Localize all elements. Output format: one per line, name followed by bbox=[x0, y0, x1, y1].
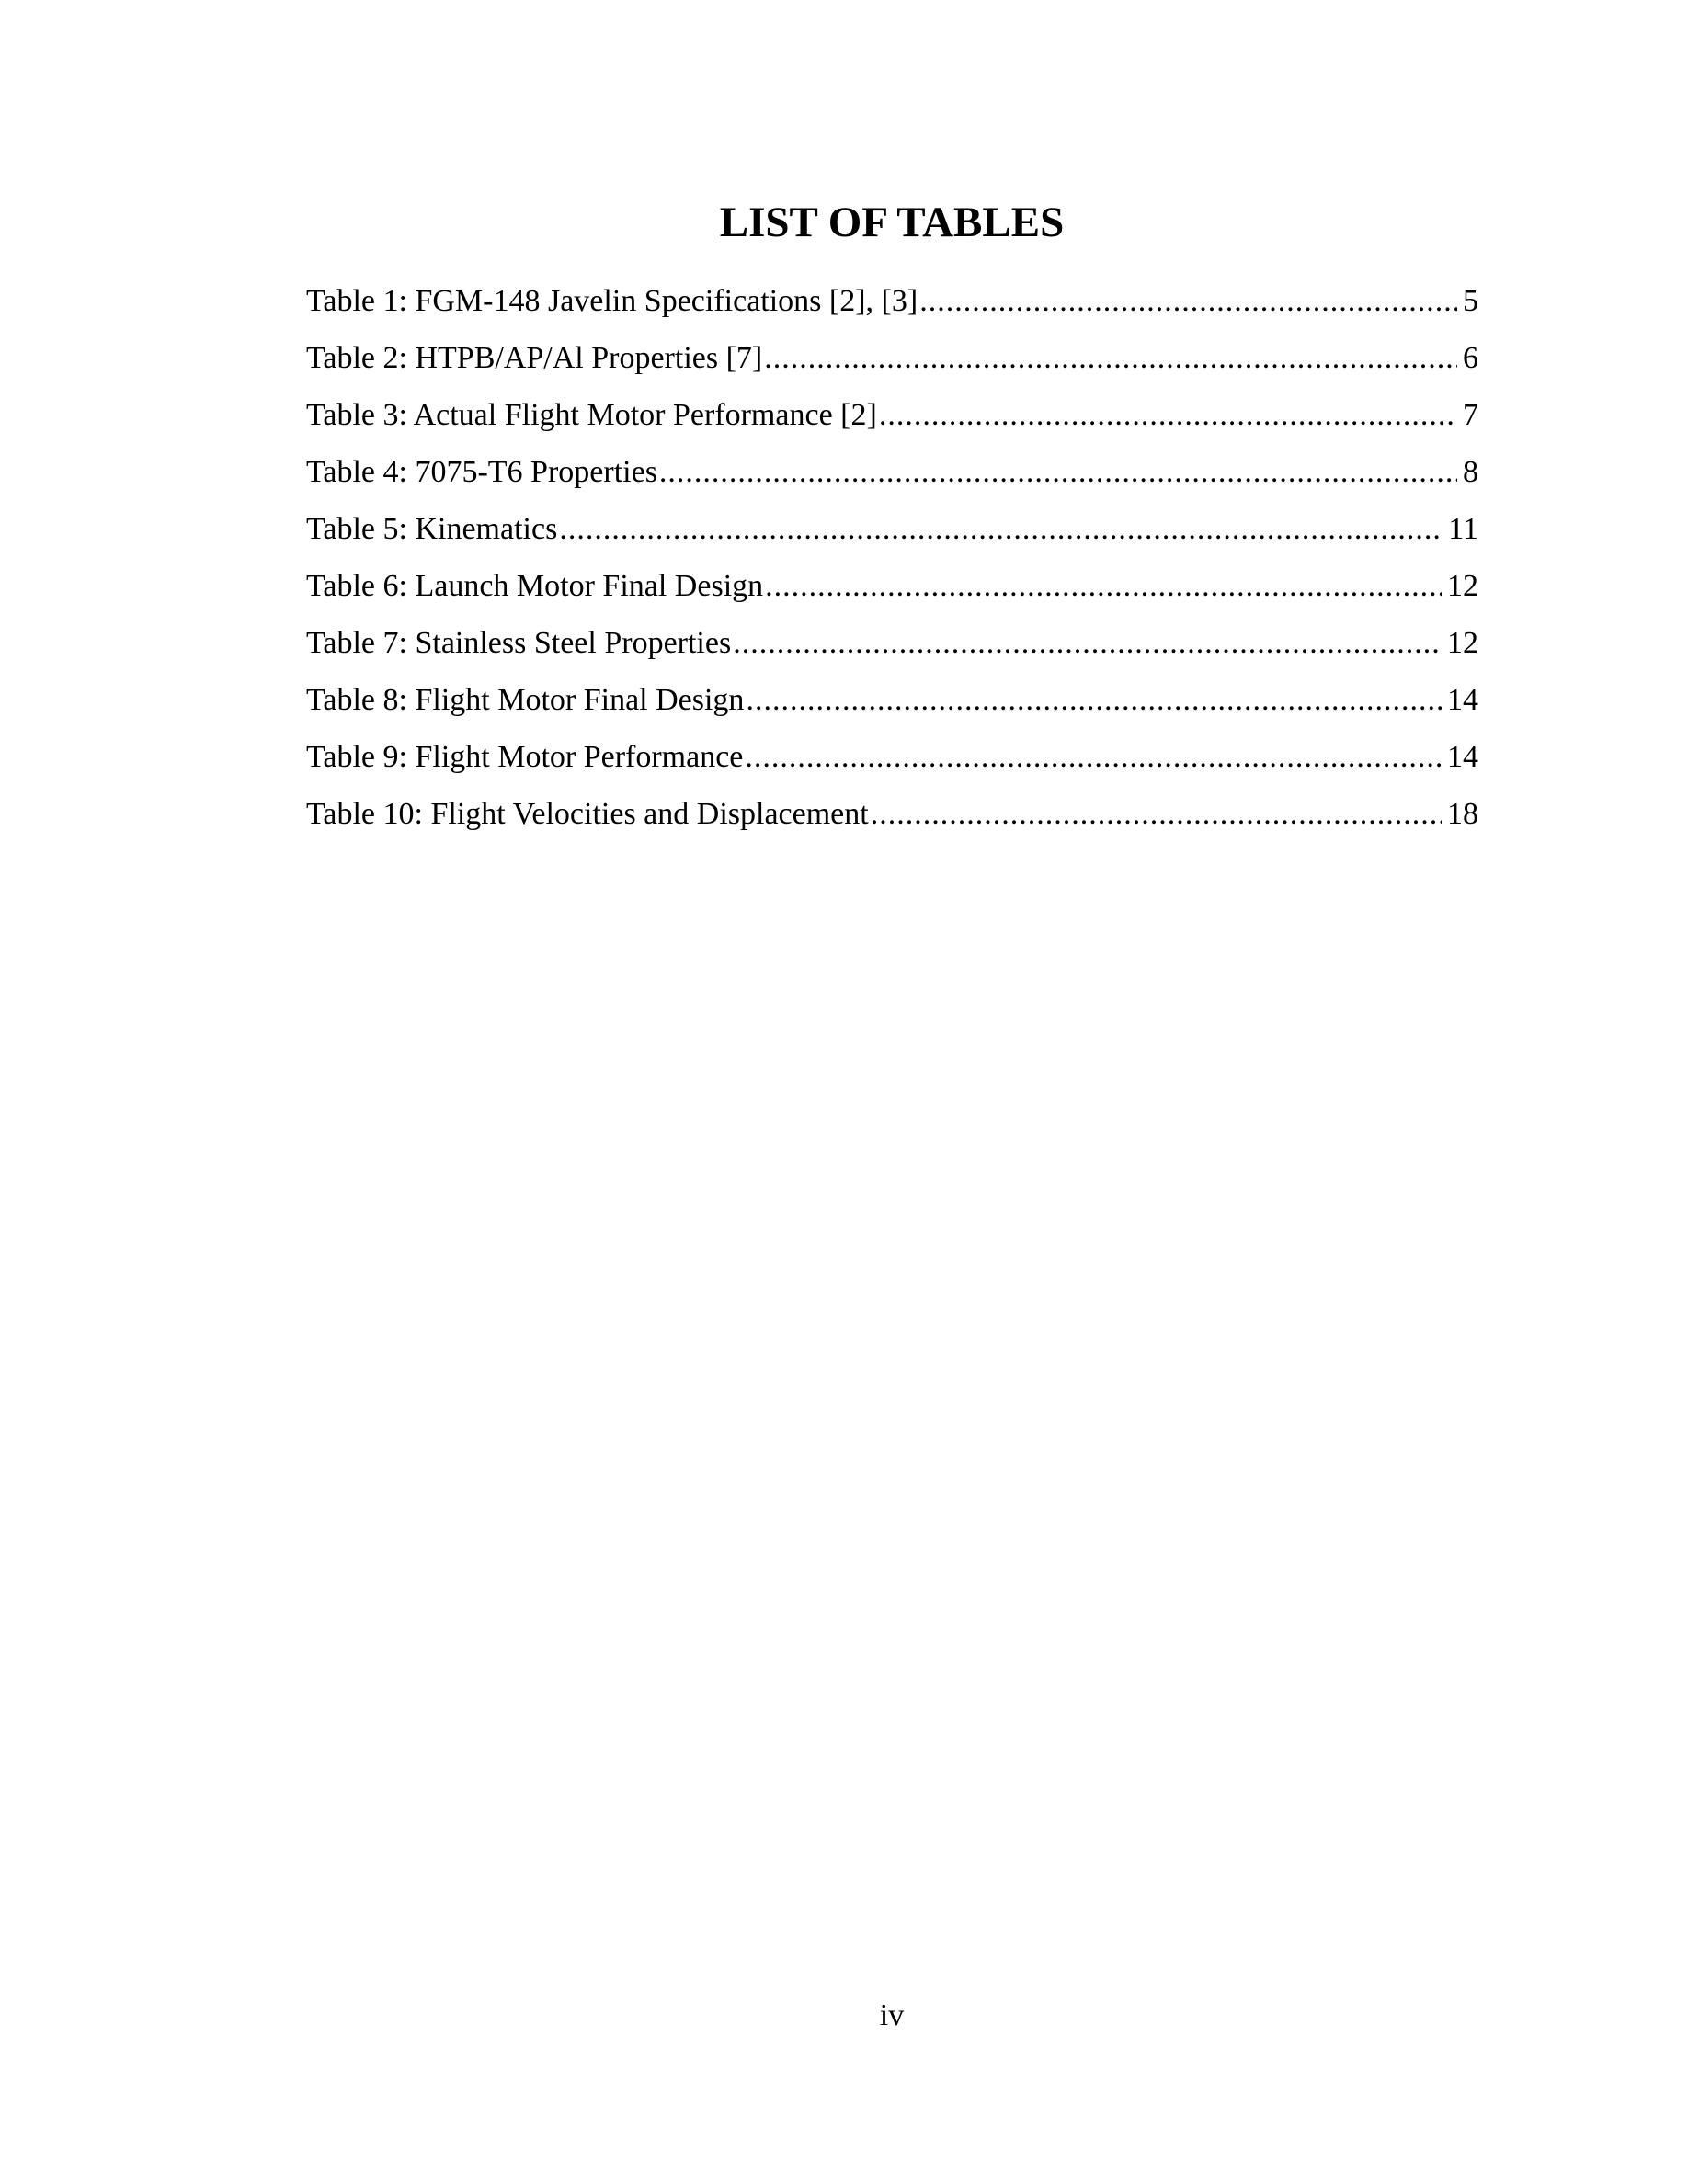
toc-entry-label: Table 7: Stainless Steel Properties bbox=[306, 626, 732, 660]
dot-leader bbox=[746, 672, 1442, 729]
dot-leader bbox=[765, 558, 1442, 615]
toc-entry[interactable] bbox=[306, 501, 1478, 558]
page-number: iv bbox=[879, 1998, 905, 2032]
dot-leader bbox=[733, 615, 1442, 672]
toc-entry-label: Table 2: HTPB/AP/Al Properties [7] bbox=[306, 341, 763, 375]
toc-entry-page: 18 bbox=[1447, 797, 1478, 831]
toc-entry[interactable] bbox=[306, 558, 1478, 615]
list-of-tables bbox=[306, 273, 1478, 843]
toc-entry-page: 11 bbox=[1448, 512, 1478, 546]
toc-entry[interactable] bbox=[306, 330, 1478, 387]
toc-entry-page: 14 bbox=[1447, 683, 1478, 717]
toc-entry-label: Table 10: Flight Velocities and Displacement bbox=[306, 797, 869, 831]
dot-leader bbox=[745, 729, 1442, 786]
toc-entry-label: Table 3: Actual Flight Motor Performance [2] bbox=[306, 398, 877, 432]
dot-leader bbox=[879, 387, 1457, 444]
toc-entry-label: Table 4: 7075-T6 Properties bbox=[306, 455, 657, 489]
toc-entry-page: 5 bbox=[1463, 284, 1478, 318]
toc-entry-label: Table 9: Flight Motor Performance bbox=[306, 740, 744, 774]
dot-leader bbox=[871, 786, 1442, 843]
toc-entry[interactable] bbox=[306, 444, 1478, 501]
toc-entry-page: 6 bbox=[1463, 341, 1478, 375]
toc-entry-page: 12 bbox=[1447, 569, 1478, 603]
toc-entry[interactable] bbox=[306, 387, 1478, 444]
dot-leader bbox=[559, 501, 1443, 558]
page-title: LIST OF TABLES bbox=[719, 199, 1065, 246]
toc-entry[interactable] bbox=[306, 672, 1478, 729]
toc-entry[interactable] bbox=[306, 615, 1478, 672]
dot-leader bbox=[764, 330, 1457, 387]
toc-entry[interactable] bbox=[306, 786, 1478, 843]
toc-entry-label: Table 5: Kinematics bbox=[306, 512, 558, 546]
toc-entry-page: 7 bbox=[1463, 398, 1478, 432]
toc-entry[interactable] bbox=[306, 273, 1478, 330]
toc-entry-page: 14 bbox=[1447, 740, 1478, 774]
toc-entry-page: 8 bbox=[1463, 455, 1478, 489]
toc-entry-label: Table 8: Flight Motor Final Design bbox=[306, 683, 745, 717]
toc-entry[interactable] bbox=[306, 729, 1478, 786]
toc-entry-page: 12 bbox=[1447, 626, 1478, 660]
dot-leader bbox=[659, 444, 1457, 501]
dot-leader bbox=[919, 273, 1457, 330]
toc-entry-label: Table 1: FGM-148 Javelin Specifications [2], [3] bbox=[306, 284, 918, 318]
toc-entry-label: Table 6: Launch Motor Final Design bbox=[306, 569, 764, 603]
